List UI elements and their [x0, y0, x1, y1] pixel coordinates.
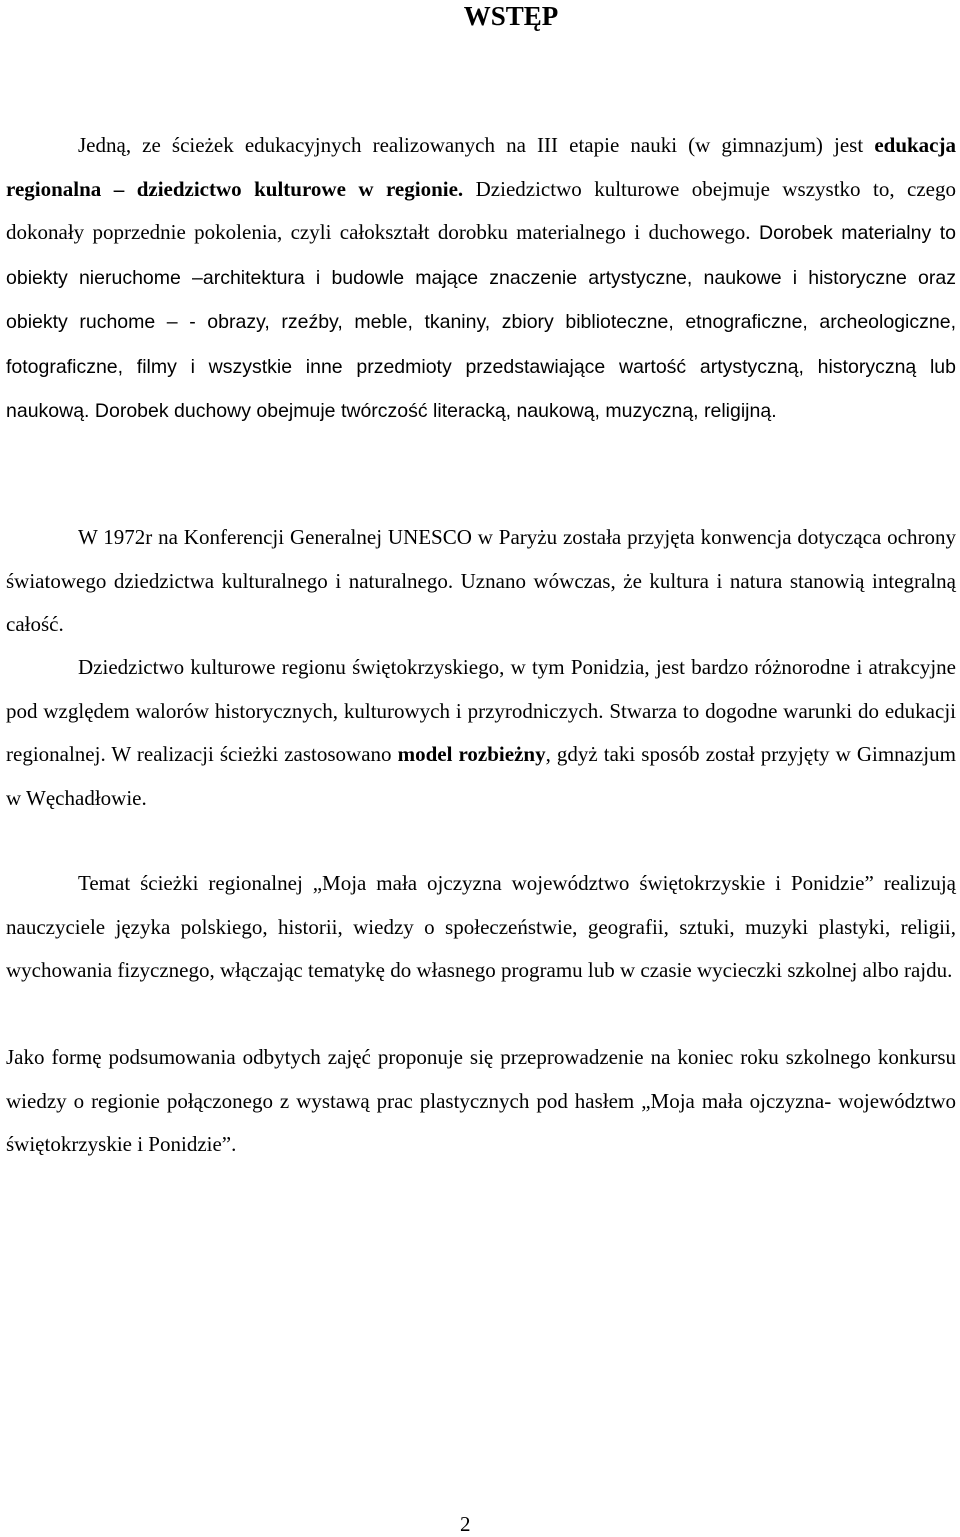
paragraph-summary: Jako formę podsumowania odbytych zajęć proponuje się przeprowadzenie na koniec roku szkolnego konkursu wiedzy o regionie połączonego z wystawą prac plastycznych pod hasłem „Moja mała ojczyzna- województwo świętokrzyskie i Ponidzie”. [6, 1045, 956, 1156]
paragraph-intro-lead: Jedną, ze ścieżek edukacyjnych realizowanych na III etapie nauki (w gimnazjum) jest [78, 133, 875, 157]
document-page [6, 0, 956, 1537]
paragraph-intro-material: Dorobek materialny to obiekty nieruchome –architektura i budowle mające znaczenie artystyczne, naukowe i historyczne oraz obiekty ruchome – - obrazy, rzeźby, meble, tkaniny, zbiory biblioteczne, etnograficzne, archeologiczne, fotograficzne, filmy i wszystkie inne przedmioty przedstawiające wartość artystyczną, historyczną lub naukową. Dorobek duchowy obejmuje twórczość literacką, naukową, muzyczną, religijną. [6, 222, 957, 422]
paragraph-region-lead: Dziedzictwo kulturowe regionu świętokrzyskiego, w tym Ponidzia, jest bardzo różnorodne i atrakcyjne pod względem walorów historycznych, kulturowych i przyrodniczych. Stwarza to dogodne warunki do edukacji regionalnej. W realizacji ścieżki zastosowano [6, 655, 956, 766]
paragraph-region [6, 646, 956, 820]
paragraph-intro [6, 124, 956, 434]
page-title: WSTĘP [463, 1, 559, 31]
paragraph-region-bold: model rozbieżny [397, 742, 546, 766]
paragraph-intro-heritage: Dziedzictwo kulturowe obejmuje wszystko to, czego dokonały poprzednie pokolenia, czyli całokształt dorobku materialnego i duchowego. [6, 176, 957, 244]
paragraph-region-tail: , gdyż taki sposób został przyjęty w Gimnazjum w Węchadłowie. [6, 742, 956, 810]
paragraph-intro-bold: edukacja regionalna – dziedzictwo kulturowe w regionie. [6, 133, 956, 201]
paragraph-topic: Temat ścieżki regionalnej „Moja mała ojczyzna województwo świętokrzyskie i Ponidzie” realizują nauczyciele języka polskiego, historii, wiedzy o społeczeństwie, geografii, sztuki, muzyki plastyki, religii, wychowania fizycznego, włączając tematykę do własnego programu lub w czasie wycieczki szkolnej albo rajdu. [6, 871, 956, 982]
paragraph-unesco: W 1972r na Konferencji Generalnej UNESCO w Paryżu została przyjęta konwencja dotycząca ochrony światowego dziedzictwa kulturalnego i naturalnego. Uznano wówczas, że kultura i natura stanowią integralną całość. [6, 525, 956, 636]
page-number: 2 [460, 1512, 471, 1536]
